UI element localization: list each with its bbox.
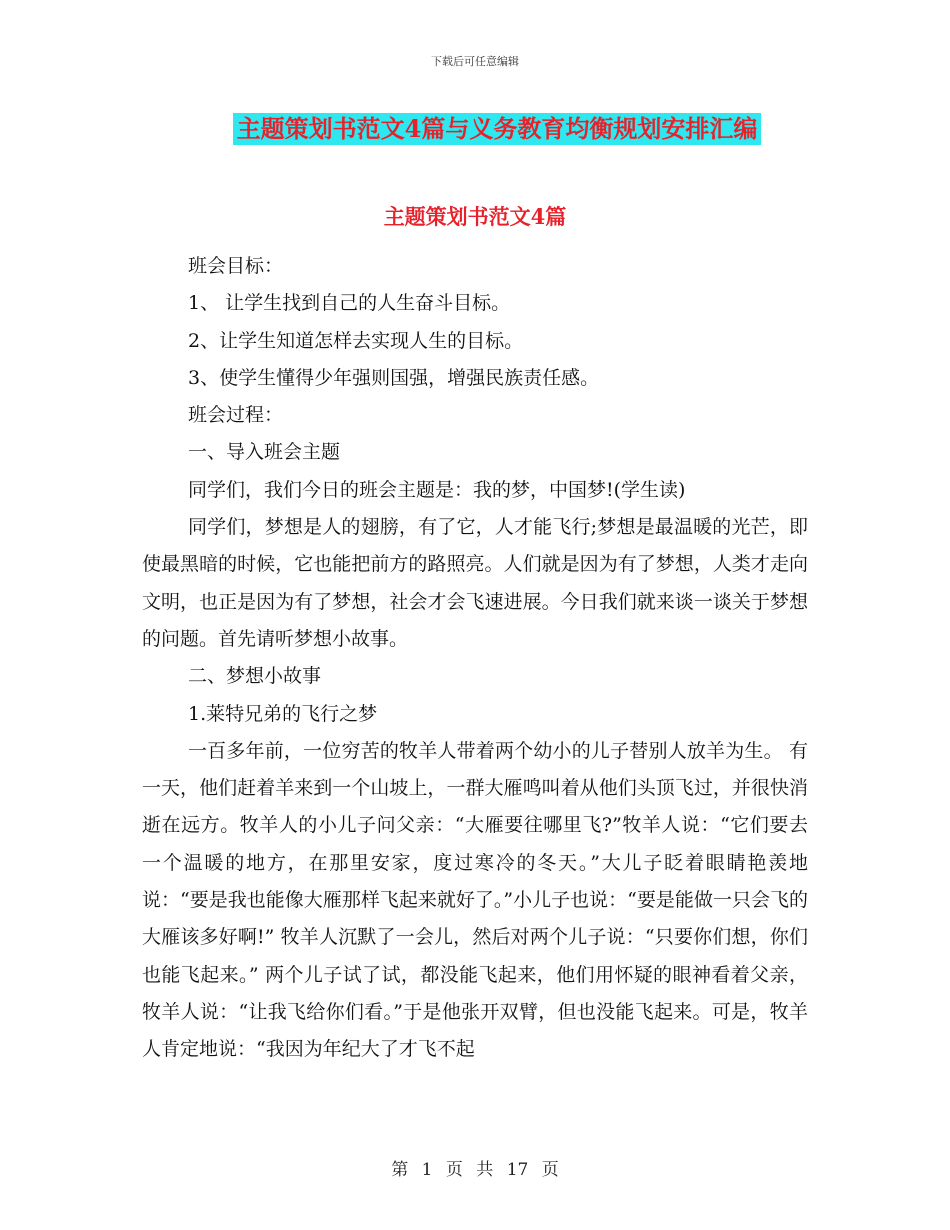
goal-item-1: 1、 让学生找到自己的人生奋斗目标。 xyxy=(188,292,511,315)
paragraph-story: 一百多年前，一位穷苦的牧羊人带着两个幼小的儿子替别人放羊为生。 有一天，他们赶着羊来到一个山坡上，一群大雁鸣叫着从他们头顶飞过，并很快消逝在远方。牧羊人的小儿子问父亲：“大雁要往哪里飞?”牧羊人说：“它们要去一个温暖的地方，在那里安家，度过寒冷的冬天。”大儿子眨着眼睛艳羡地说：“要是我也能像大雁那样飞起来就好了。”小儿子也说：“要是能做一只会飞的大雁该多好啊!” 牧羊人沉默了一会儿，然后对两个儿子说：“只要你们想，你们也能飞起来。” 两个儿子试了试，都没能飞起来，他们用怀疑的眼神看着父亲，牧羊人说：“让我飞给你们看。”于是他张开双臂，但也没能飞起来。可是，牧羊人肯定地说：“我因为年纪大了才飞不起 xyxy=(142,739,808,1061)
sub-title: 主题策划书范文4篇 xyxy=(383,204,567,229)
header-note: 下载后可任意编辑 xyxy=(431,55,519,68)
section-heading-2: 二、梦想小故事 xyxy=(188,665,322,688)
document-body xyxy=(142,248,808,1069)
goals-heading: 班会目标： xyxy=(188,255,284,277)
goal-item-3: 3、使学生懂得少年强则国强，增强民族责任感。 xyxy=(188,366,600,389)
goal-item-2: 2、让学生知道怎样去实现人生的目标。 xyxy=(188,329,524,352)
page-footer: 第 1 页 共 17 页 xyxy=(391,1160,559,1180)
paragraph-intro: 同学们，我们今日的班会主题是：我的梦，中国梦!(学生读) xyxy=(188,478,686,501)
main-title: 主题策划书范文4篇与义务教育均衡规划安排汇编 xyxy=(233,113,762,145)
section-heading-1: 一、导入班会主题 xyxy=(188,441,341,464)
main-title-container xyxy=(0,113,950,145)
paragraph-dream: 同学们，梦想是人的翅膀，有了它，人才能飞行;梦想是最温暖的光芒，即使最黑暗的时候，它也能把前方的路照亮。人们就是因为有了梦想，人类才走向文明，也正是因为有了梦想，社会才会飞速进展。今日我们就来谈一谈关于梦想的问题。首先请听梦想小故事。 xyxy=(142,516,808,650)
process-heading: 班会过程： xyxy=(188,404,284,427)
story-title: 1.莱特兄弟的飞行之梦 xyxy=(188,702,378,725)
